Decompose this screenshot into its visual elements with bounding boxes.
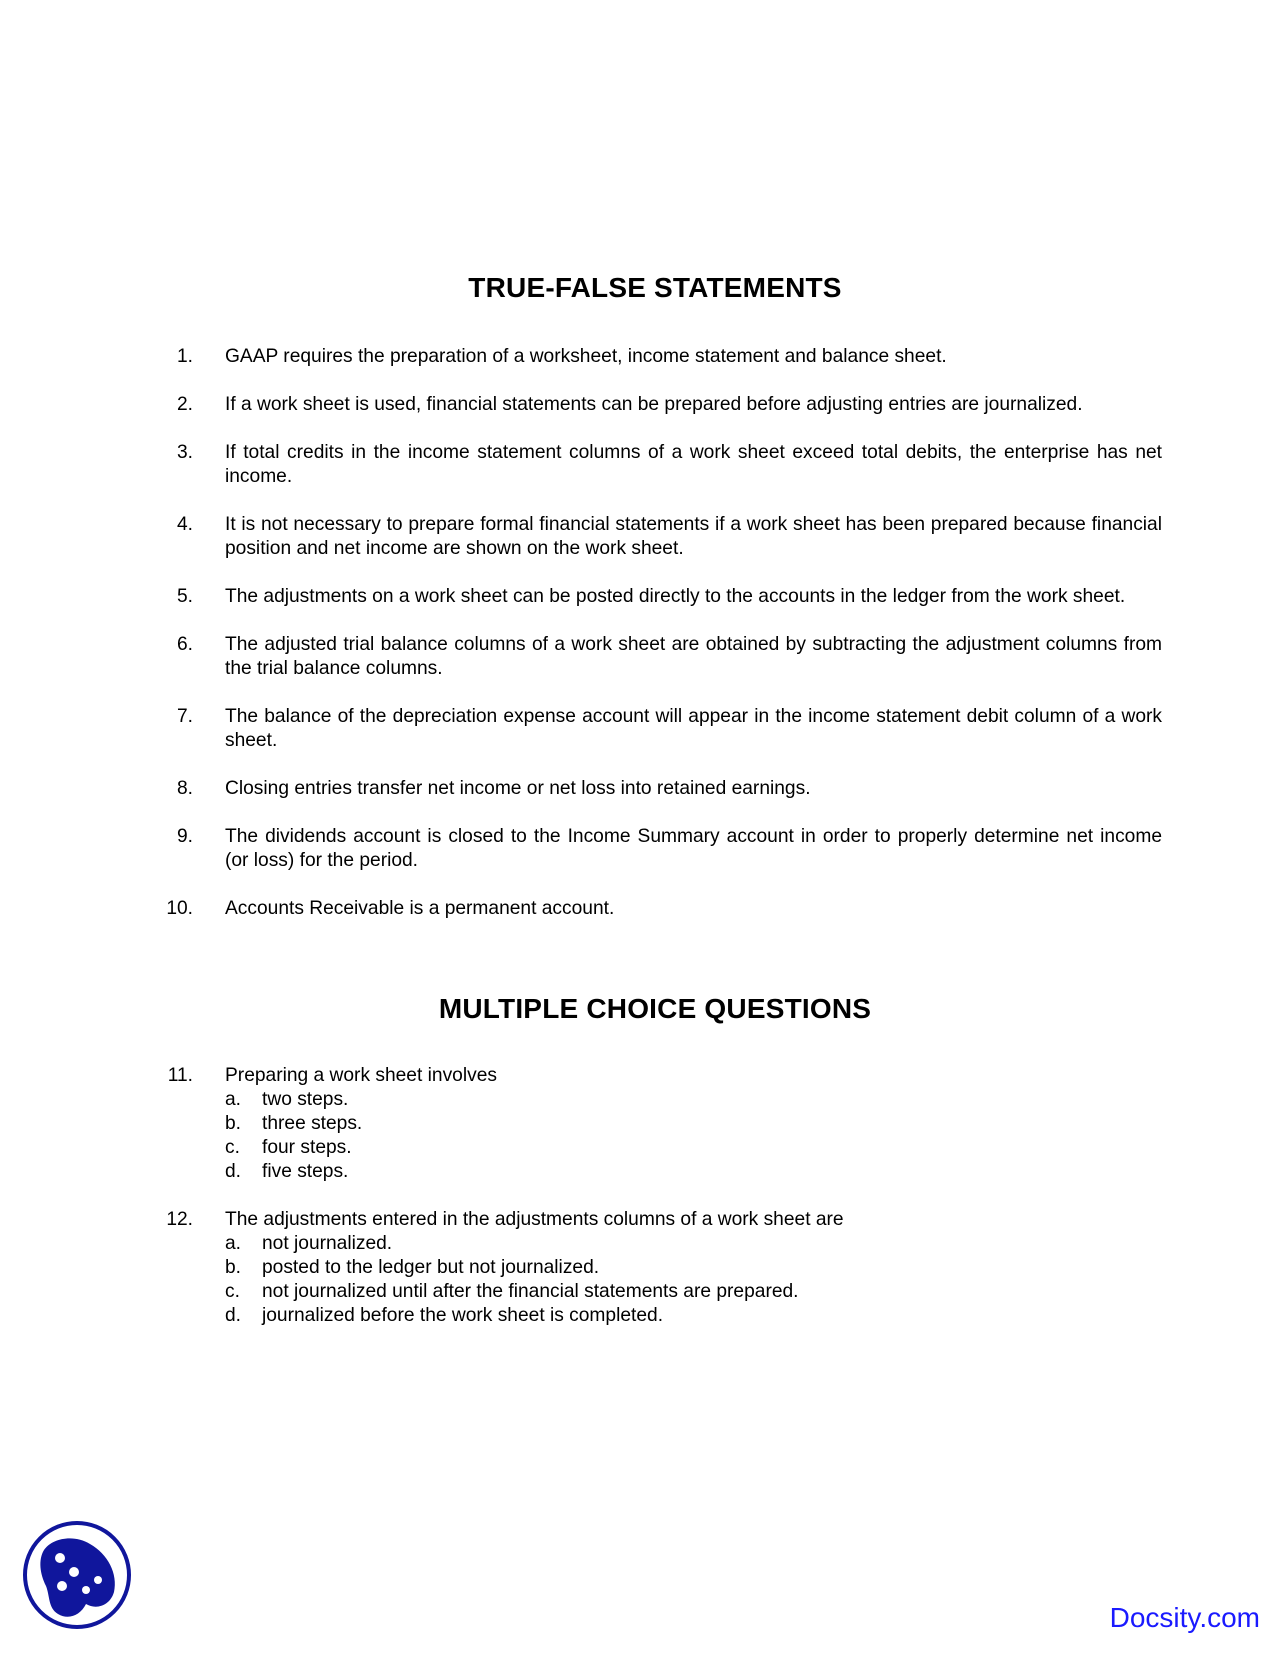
statement-text: If total credits in the income statement columns of a work sheet exceed total debits, the enterprise has net income. (225, 442, 1162, 487)
list-item (160, 633, 1162, 681)
multiple-choice-heading: MULTIPLE CHOICE QUESTIONS (438, 993, 872, 1024)
item-number: 2. (176, 394, 193, 415)
choice-letter: c. (225, 1281, 240, 1302)
docsity-link[interactable]: Docsity.com (1109, 1602, 1260, 1633)
choice-letter: a. (225, 1089, 242, 1110)
item-number: 6. (176, 634, 193, 655)
item-number: 10. (166, 898, 193, 919)
question-text: Preparing a work sheet involves (225, 1065, 497, 1086)
choice-text: five steps. (262, 1161, 349, 1182)
statement-text: If a work sheet is used, financial statements can be prepared before adjusting entries are journalized. (225, 394, 1083, 415)
question-text: The adjustments entered in the adjustments columns of a work sheet are (225, 1209, 844, 1230)
choice-list (225, 1088, 1162, 1184)
choice-text: not journalized. (262, 1233, 393, 1254)
item-number: 9. (176, 826, 193, 847)
choice-letter: d. (225, 1161, 242, 1182)
true-false-heading: TRUE-FALSE STATEMENTS (468, 272, 842, 303)
choice-text: three steps. (262, 1113, 363, 1134)
choice-letter: b. (225, 1257, 242, 1278)
choice-item (225, 1136, 1162, 1160)
question-item (160, 1208, 1162, 1328)
item-number: 5. (176, 586, 193, 607)
true-false-list (160, 345, 1162, 945)
choice-item (225, 1232, 1162, 1256)
choice-item (225, 1280, 1162, 1304)
statement-text: It is not necessary to prepare formal financial statements if a work sheet has been prepared because financial position and net income are shown on the work sheet. (225, 514, 1162, 559)
list-item (160, 345, 1162, 369)
statement-text: The adjustments on a work sheet can be posted directly to the accounts in the ledger from the work sheet. (225, 586, 1126, 607)
choice-item (225, 1256, 1162, 1280)
choice-text: posted to the ledger but not journalized. (262, 1257, 600, 1278)
choice-item (225, 1304, 1162, 1328)
list-item (160, 441, 1162, 489)
choice-text: two steps. (262, 1089, 349, 1110)
choice-letter: b. (225, 1113, 242, 1134)
statement-text: Closing entries transfer net income or net loss into retained earnings. (225, 778, 811, 799)
choice-item (225, 1160, 1162, 1184)
choice-item (225, 1088, 1162, 1112)
choice-text: journalized before the work sheet is completed. (262, 1305, 664, 1326)
list-item (160, 777, 1162, 801)
choice-text: four steps. (262, 1137, 352, 1158)
statement-text: The dividends account is closed to the Income Summary account in order to properly determine net income (or loss) for the period. (225, 826, 1162, 871)
item-number: 12. (166, 1209, 193, 1230)
item-number: 11. (167, 1065, 193, 1086)
statement-text: Accounts Receivable is a permanent account. (225, 898, 615, 919)
list-item (160, 513, 1162, 561)
statement-text: The balance of the depreciation expense account will appear in the income statement debit column of a work sheet. (225, 706, 1162, 751)
choice-item (225, 1112, 1162, 1136)
list-item (160, 705, 1162, 753)
statement-text: The adjusted trial balance columns of a work sheet are obtained by subtracting the adjustment columns from the trial balance columns. (225, 634, 1162, 679)
list-item (160, 825, 1162, 873)
choice-list (225, 1232, 1162, 1328)
question-item (160, 1064, 1162, 1184)
item-number: 4. (176, 514, 193, 535)
item-number: 1. (176, 346, 193, 367)
choice-letter: d. (225, 1305, 242, 1326)
item-number: 3. (176, 442, 193, 463)
statement-text: GAAP requires the preparation of a worksheet, income statement and balance sheet. (225, 346, 947, 367)
item-number: 7. (176, 706, 193, 727)
list-item (160, 585, 1162, 609)
choice-text: not journalized until after the financial statements are prepared. (262, 1281, 799, 1302)
choice-letter: a. (225, 1233, 242, 1254)
list-item (160, 393, 1162, 417)
choice-letter: c. (225, 1137, 240, 1158)
list-item (160, 897, 1162, 921)
multiple-choice-list (160, 1064, 1162, 1352)
docsity-logo-icon[interactable] (22, 1520, 132, 1630)
item-number: 8. (176, 778, 193, 799)
